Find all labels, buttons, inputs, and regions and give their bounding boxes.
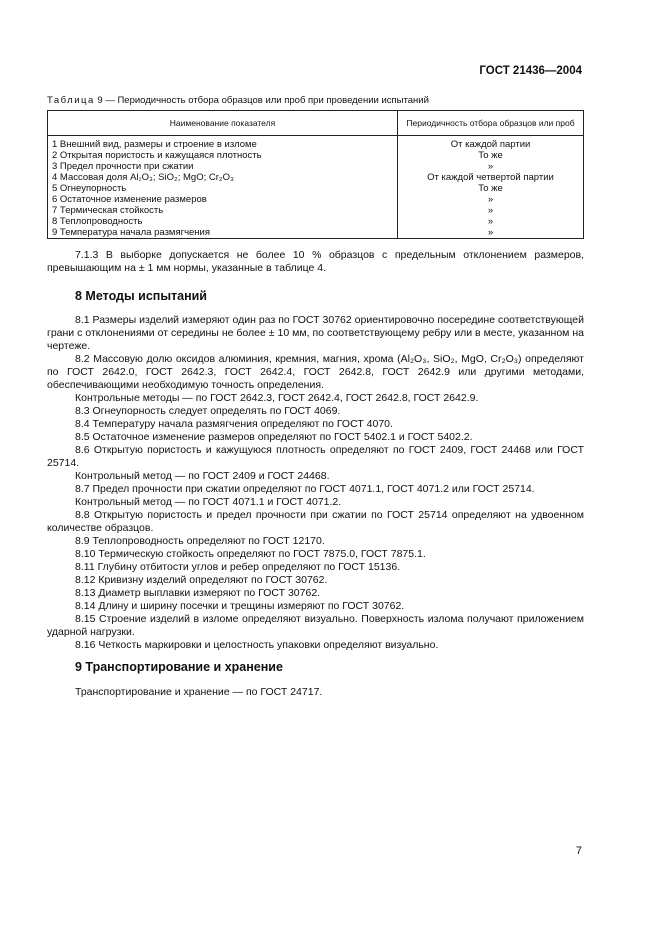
table-row bbox=[48, 183, 584, 194]
table-row bbox=[48, 227, 584, 239]
section-8-heading: 8 Методы испытаний bbox=[75, 289, 207, 303]
periodicity-cell: От каждой четвертой партии bbox=[398, 172, 584, 183]
paragraph: 8.7 Предел прочности при сжатии определяют по ГОСТ 4071.1, ГОСТ 4071.2 или ГОСТ 25714. bbox=[75, 483, 535, 495]
paragraph: Контрольный метод — по ГОСТ 2409 и ГОСТ 24468. bbox=[75, 470, 330, 482]
paragraph: 8.6 Открытую пористость и кажущуюся плотность определяют по ГОСТ 2409, ГОСТ 24468 или ГОСТ 25714. bbox=[47, 444, 584, 469]
indicator-cell: 2 Открытая пористость и кажущаяся плотность bbox=[48, 150, 398, 161]
periodicity-cell: То же bbox=[398, 150, 584, 161]
table-row bbox=[48, 136, 584, 151]
table-caption-text: 9 — Периодичность отбора образцов или проб при проведении испытаний bbox=[97, 95, 429, 106]
paragraph: 8.4 Температуру начала размягчения определяют по ГОСТ 4070. bbox=[75, 418, 393, 430]
table-row bbox=[48, 216, 584, 227]
paragraph: 8.1 Размеры изделий измеряют один раз по ГОСТ 30762 ориентировочно посередине соответствующей грани с отклонениями от середины не более ± 10 мм, по соответствующему ребру или в месте, указанном на чертеже. bbox=[47, 314, 584, 352]
paragraph: 8.15 Строение изделий в изломе определяют визуально. Поверхность излома получают приложением ударной нагрузки. bbox=[47, 613, 584, 638]
table-row bbox=[48, 161, 584, 172]
indicator-cell: 1 Внешний вид, размеры и строение в изломе bbox=[48, 136, 398, 151]
indicator-cell: 7 Термическая стойкость bbox=[48, 205, 398, 216]
paragraph: 7.1.3 В выборке допускается не более 10 % образцов с предельным отклонением размеров, превышающим на ± 1 мм нормы, указанные в таблице 4. bbox=[47, 249, 584, 274]
indicator-formula: O₃; SiO₂; MgO; Cr₂O₃ bbox=[141, 172, 234, 183]
table-header-periodicity: Периодичность отбора образцов или проб bbox=[398, 111, 584, 136]
paragraph: 8.10 Термическую стойкость определяют по ГОСТ 7875.0, ГОСТ 7875.1. bbox=[75, 548, 426, 560]
test-periodicity-table bbox=[47, 110, 584, 239]
table-row bbox=[48, 150, 584, 161]
page-number: 7 bbox=[575, 845, 582, 857]
table-row bbox=[48, 205, 584, 216]
section-9-heading: 9 Транспортирование и хранение bbox=[75, 660, 283, 674]
paragraph: 8.11 Глубину отбитости углов и ребер определяют по ГОСТ 15136. bbox=[75, 561, 401, 573]
periodicity-cell: » bbox=[398, 216, 584, 227]
table-caption-word: Таблица bbox=[47, 95, 95, 106]
paragraph: 8.3 Огнеупорность следует определять по ГОСТ 4069. bbox=[75, 405, 341, 417]
paragraph: 8.8 Открытую пористость и предел прочности при сжатии по ГОСТ 25714 определяют на удвоенном количестве образцов. bbox=[47, 509, 584, 534]
paragraph: 8.9 Теплопроводность определяют по ГОСТ 12170. bbox=[75, 535, 325, 547]
periodicity-cell: То же bbox=[398, 183, 584, 194]
subscript-two: ₂ bbox=[138, 173, 142, 182]
table-row bbox=[48, 172, 584, 183]
indicator-cell: 9 Температура начала размягчения bbox=[48, 227, 398, 239]
paragraph: 8.12 Кривизну изделий определяют по ГОСТ 30762. bbox=[75, 574, 328, 586]
indicator-cell: 3 Предел прочности при сжатии bbox=[48, 161, 398, 172]
paragraph: 8.5 Остаточное изменение размеров определяют по ГОСТ 5402.1 и ГОСТ 5402.2. bbox=[75, 431, 473, 443]
table-row bbox=[48, 194, 584, 205]
indicator-cell: 8 Теплопроводность bbox=[48, 216, 398, 227]
periodicity-cell: » bbox=[398, 227, 584, 239]
paragraph: 8.16 Четкость маркировки и целостность упаковки определяют визуально. bbox=[75, 639, 439, 651]
table-header-indicator: Наименование показателя bbox=[48, 111, 398, 136]
paragraph: Контрольные методы — по ГОСТ 2642.3, ГОСТ 2642.4, ГОСТ 2642.8, ГОСТ 2642.9. bbox=[75, 392, 479, 404]
paragraph: Контрольный метод — по ГОСТ 4071.1 и ГОСТ 4071.2. bbox=[75, 496, 342, 508]
table-caption bbox=[47, 95, 429, 106]
indicator-cell: 5 Огнеупорность bbox=[48, 183, 398, 194]
section-9-body bbox=[47, 686, 584, 699]
paragraph: 8.14 Длину и ширину посечки и трещины измеряют по ГОСТ 30762. bbox=[75, 600, 405, 612]
indicator-text: 4 Массовая доля Al bbox=[52, 172, 139, 183]
section-8-body bbox=[47, 314, 584, 652]
paragraph: 8.2 Массовую долю оксидов алюминия, кремния, магния, хрома (Al₂O₃, SiO₂, MgO, Cr₂O₃) определяют по ГОСТ 2642.0, ГОСТ 2642.3, ГОСТ 2642.4, ГОСТ 2642.8, ГОСТ 2642.9 или другими методами, обеспечивающими необходимую точность определения. bbox=[47, 353, 584, 391]
periodicity-cell: » bbox=[398, 194, 584, 205]
clause-7-1-3 bbox=[47, 249, 584, 275]
periodicity-cell: От каждой партии bbox=[398, 136, 584, 151]
periodicity-cell: » bbox=[398, 161, 584, 172]
indicator-cell: 6 Остаточное изменение размеров bbox=[48, 194, 398, 205]
indicator-cell bbox=[48, 172, 398, 183]
table-header-row bbox=[48, 111, 584, 136]
paragraph: 8.13 Диаметр выплавки измеряют по ГОСТ 30762. bbox=[75, 587, 321, 599]
periodicity-cell: » bbox=[398, 205, 584, 216]
standard-code: ГОСТ 21436—2004 bbox=[479, 65, 582, 77]
paragraph: Транспортирование и хранение — по ГОСТ 24717. bbox=[75, 686, 323, 698]
